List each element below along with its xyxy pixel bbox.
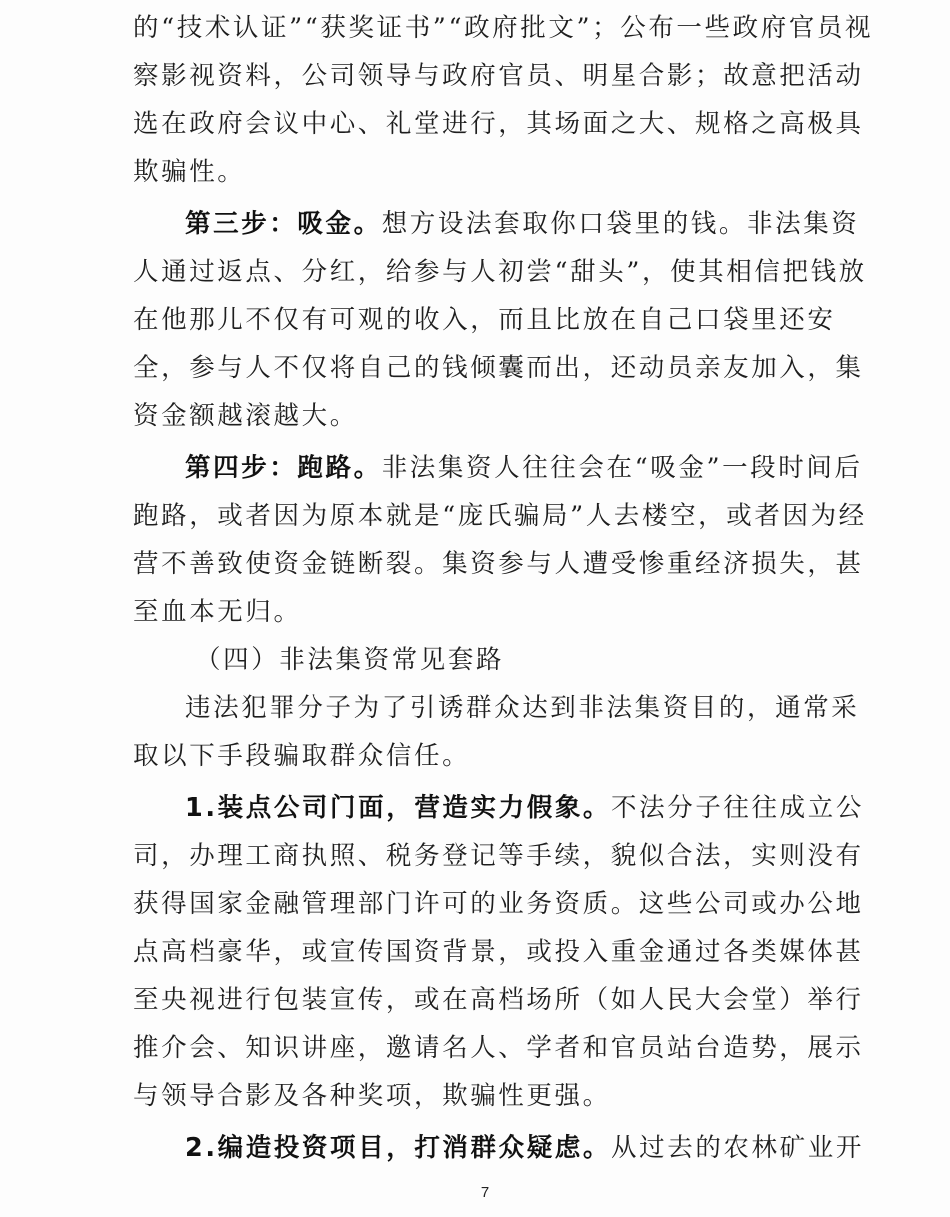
text-line: 至血本无归。 bbox=[133, 597, 302, 627]
text-line: 取以下手段骗取群众信任。 bbox=[133, 741, 471, 771]
text-line: 获得国家金融管理部门许可的业务资质。这些公司或办公地 bbox=[133, 889, 864, 919]
paragraph-continuation bbox=[133, 4, 874, 196]
text-line bbox=[133, 784, 864, 832]
step-three-heading: 第三步：吸金。 bbox=[185, 209, 382, 239]
item-two-heading: 2.编造投资项目，打消群众疑虑。 bbox=[185, 1133, 612, 1163]
step-four-heading: 第四步：跑路。 bbox=[185, 453, 382, 483]
document-body bbox=[133, 4, 874, 1172]
paragraph-step-three bbox=[133, 200, 867, 440]
step-four-text: 非法集资人往往会在“吸金”一段时间后 bbox=[381, 453, 863, 483]
section-heading: （四）非法集资常见套路 bbox=[195, 645, 505, 675]
text-line: 至央视进行包装宣传，或在高档场所（如人民大会堂）举行 bbox=[133, 985, 864, 1015]
text-line: 营不善致使资金链断裂。集资参与人遭受惨重经济损失，甚 bbox=[133, 549, 864, 579]
paragraph-intro bbox=[133, 684, 860, 780]
text-line: 选在政府会议中心、礼堂进行，其场面之大、规格之高极具 bbox=[133, 109, 864, 139]
text-line: 资金额越滚越大。 bbox=[133, 401, 358, 431]
text-line bbox=[133, 444, 863, 492]
text-line bbox=[133, 1124, 864, 1172]
item-one-text: 不法分子往往成立公 bbox=[611, 793, 864, 823]
text-line: 全，参与人不仅将自己的钱倾囊而出，还动员亲友加入，集 bbox=[133, 353, 864, 383]
text-line: 在他那儿不仅有可观的收入，而且比放在自己口袋里还安 bbox=[133, 305, 836, 335]
text-line: 察影视资料，公司领导与政府官员、明星合影；故意把活动 bbox=[133, 61, 864, 91]
item-one-heading: 1.装点公司门面，营造实力假象。 bbox=[185, 793, 612, 823]
text-line: 跑路，或者因为原本就是“庞氏骗局”人去楼空，或者因为经 bbox=[133, 501, 867, 531]
paragraph-item-one bbox=[133, 784, 864, 1120]
step-three-text: 想方设法套取你口袋里的钱。非法集资 bbox=[381, 209, 860, 239]
text-line: 点高档豪华，或宣传国资背景，或投入重金通过各类媒体甚 bbox=[133, 937, 864, 967]
text-line bbox=[133, 200, 860, 248]
page-number: 7 bbox=[480, 1184, 490, 1201]
paragraph-item-two bbox=[133, 1124, 864, 1172]
text-line: 违法犯罪分子为了引诱群众达到非法集资目的，通常采 bbox=[185, 693, 860, 723]
text-line: 与领导合影及各种奖项，欺骗性更强。 bbox=[133, 1081, 611, 1111]
text-line: 推介会、知识讲座，邀请名人、学者和官员站台造势，展示 bbox=[133, 1033, 864, 1063]
text-line: 欺骗性。 bbox=[133, 157, 246, 187]
item-two-text: 从过去的农林矿业开 bbox=[611, 1133, 864, 1163]
text-line: 司，办理工商执照、税务登记等手续，貌似合法，实则没有 bbox=[133, 841, 864, 871]
text-line: 的“技术认证”“获奖证书”“政府批文”；公布一些政府官员视 bbox=[133, 13, 874, 43]
text-line: 人通过返点、分红，给参与人初尝“甜头”，使其相信把钱放 bbox=[133, 257, 867, 287]
paragraph-step-four bbox=[133, 444, 867, 636]
